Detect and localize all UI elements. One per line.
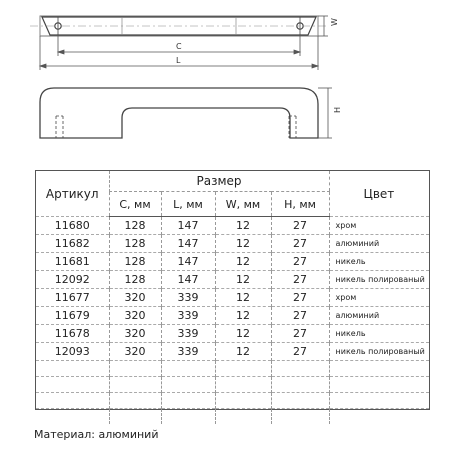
- cell-h: 27: [271, 271, 329, 289]
- cell-color: алюминий: [329, 307, 429, 325]
- dimension-h: [318, 88, 332, 138]
- cell-c: 128: [109, 217, 161, 235]
- table-row: [36, 253, 429, 271]
- cell-l: 339: [161, 325, 215, 343]
- cell-h: 27: [271, 325, 329, 343]
- cell-color: никель полированый: [329, 271, 429, 289]
- cell-artikul: 11678: [36, 325, 109, 343]
- cell-c: 320: [109, 307, 161, 325]
- cell-artikul: 11682: [36, 235, 109, 253]
- header-razmer: Размер: [109, 171, 329, 192]
- empty-row: [36, 361, 429, 377]
- cell-color: никель: [329, 325, 429, 343]
- cell-h: 27: [271, 217, 329, 235]
- table-row: [36, 235, 429, 253]
- cell-c: 128: [109, 235, 161, 253]
- cell-w: 12: [215, 235, 271, 253]
- cell-h: 27: [271, 253, 329, 271]
- header-c: C, мм: [109, 192, 161, 217]
- cell-artikul: 11681: [36, 253, 109, 271]
- cell-c: 320: [109, 325, 161, 343]
- cell-w: 12: [215, 253, 271, 271]
- cell-w: 12: [215, 271, 271, 289]
- cell-w: 12: [215, 343, 271, 361]
- table-row: [36, 343, 429, 361]
- dimension-h-label: H: [333, 106, 342, 113]
- cell-l: 339: [161, 289, 215, 307]
- header-h: H, мм: [271, 192, 329, 217]
- cell-c: 320: [109, 343, 161, 361]
- header-color: Цвет: [329, 171, 429, 217]
- cell-l: 339: [161, 307, 215, 325]
- dimension-c-label: C: [176, 42, 182, 51]
- cell-w: 12: [215, 307, 271, 325]
- empty-row: [36, 377, 429, 393]
- cell-h: 27: [271, 289, 329, 307]
- cell-c: 128: [109, 271, 161, 289]
- cell-color: хром: [329, 217, 429, 235]
- table-row: [36, 271, 429, 289]
- table-row: [36, 289, 429, 307]
- cell-artikul: 12092: [36, 271, 109, 289]
- cell-color: хром: [329, 289, 429, 307]
- cell-artikul: 12093: [36, 343, 109, 361]
- cell-c: 320: [109, 289, 161, 307]
- material-note: Материал: алюминий: [34, 428, 159, 441]
- header-l: L, мм: [161, 192, 215, 217]
- cell-artikul: 11679: [36, 307, 109, 325]
- handle-top-view: [30, 16, 328, 36]
- cell-l: 147: [161, 253, 215, 271]
- cell-w: 12: [215, 289, 271, 307]
- cell-color: алюминий: [329, 235, 429, 253]
- cell-c: 128: [109, 253, 161, 271]
- empty-row: [36, 409, 429, 425]
- cell-w: 12: [215, 325, 271, 343]
- header-w: W, мм: [215, 192, 271, 217]
- header-artikul: Артикул: [45, 186, 99, 201]
- spec-table: [35, 170, 430, 410]
- dimension-w-label: W: [330, 18, 339, 26]
- cell-color: никель: [329, 253, 429, 271]
- cell-l: 147: [161, 235, 215, 253]
- cell-h: 27: [271, 235, 329, 253]
- cell-artikul: 11677: [36, 289, 109, 307]
- table-row: [36, 325, 429, 343]
- cell-h: 27: [271, 307, 329, 325]
- table-row: [36, 217, 429, 235]
- cell-l: 339: [161, 343, 215, 361]
- technical-drawing: [0, 0, 450, 170]
- dimension-l-label: L: [176, 56, 181, 65]
- table-row: [36, 307, 429, 325]
- cell-color: никель полированый: [329, 343, 429, 361]
- handle-side-view: [40, 88, 318, 138]
- cell-l: 147: [161, 271, 215, 289]
- cell-h: 27: [271, 343, 329, 361]
- empty-row: [36, 393, 429, 409]
- cell-l: 147: [161, 217, 215, 235]
- cell-w: 12: [215, 217, 271, 235]
- cell-artikul: 11680: [36, 217, 109, 235]
